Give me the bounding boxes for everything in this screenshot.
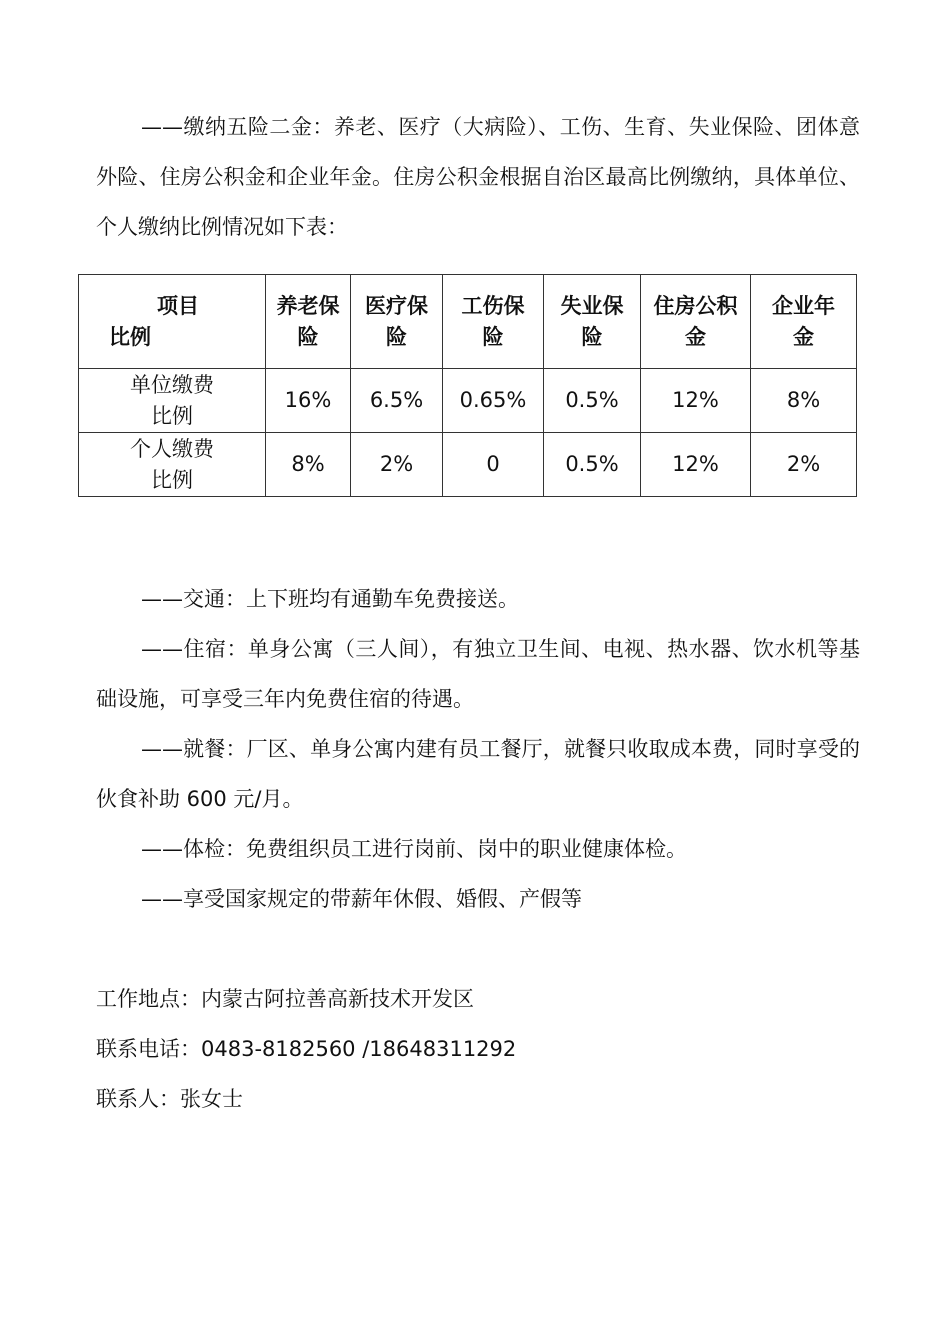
insurance-intro-paragraph: ——缴纳五险二金：养老、医疗（大病险）、工伤、生育、失业保险、团体意外险、住房公积金和企业年金。住房公积金根据自治区最高比例缴纳，具体单位、个人缴纳比例情况如下表： <box>96 115 860 239</box>
table-cell: 16% <box>266 369 351 433</box>
contact-phone: 联系电话：0483-8182560 /18648311292 <box>96 1037 517 1061</box>
row-label-cell <box>79 433 266 497</box>
header-medical: 医疗保险 <box>351 275 443 369</box>
contact-person: 联系人：张女士 <box>96 1087 243 1111</box>
row-label-individual: 个人缴费比例 <box>130 436 214 492</box>
table-cell: 0 <box>443 433 544 497</box>
table-cell: 0.65% <box>443 369 544 433</box>
contribution-rate-table <box>78 274 857 497</box>
table-cell: 6.5% <box>351 369 443 433</box>
table-cell: 12% <box>641 433 751 497</box>
table-header-row <box>79 275 857 369</box>
table-cell: 8% <box>751 369 857 433</box>
table-cell: 2% <box>751 433 857 497</box>
leave-line: ——享受国家规定的带薪年休假、婚假、产假等 <box>141 887 582 911</box>
checkup-line: ——体检：免费组织员工进行岗前、岗中的职业健康体检。 <box>141 837 687 861</box>
corner-ratio-label: 比例 <box>109 324 151 349</box>
header-pension: 养老保险 <box>266 275 351 369</box>
work-location: 工作地点：内蒙古阿拉善高新技术开发区 <box>96 987 474 1011</box>
table-cell: 12% <box>641 369 751 433</box>
table-cell: 0.5% <box>544 433 641 497</box>
header-housing-fund: 住房公积金 <box>641 275 751 369</box>
row-label-employer: 单位缴费比例 <box>130 372 214 428</box>
dining-paragraph: ——就餐：厂区、单身公寓内建有员工餐厅，就餐只收取成本费，同时享受的伙食补助 600 元/月。 <box>96 737 860 811</box>
table-cell: 0.5% <box>544 369 641 433</box>
table-corner-cell <box>79 275 266 369</box>
housing-paragraph: ——住宿：单身公寓（三人间），有独立卫生间、电视、热水器、饮水机等基础设施，可享受三年内免费住宿的待遇。 <box>96 637 860 711</box>
corner-item-label: 项目 <box>157 293 199 318</box>
table-row-individual <box>79 433 857 497</box>
header-annuity: 企业年金 <box>751 275 857 369</box>
table-cell: 2% <box>351 433 443 497</box>
header-injury: 工伤保险 <box>443 275 544 369</box>
table-cell: 8% <box>266 433 351 497</box>
row-label-cell <box>79 369 266 433</box>
table-row-employer <box>79 369 857 433</box>
transport-line: ——交通：上下班均有通勤车免费接送。 <box>141 587 519 611</box>
header-unemployment: 失业保险 <box>544 275 641 369</box>
